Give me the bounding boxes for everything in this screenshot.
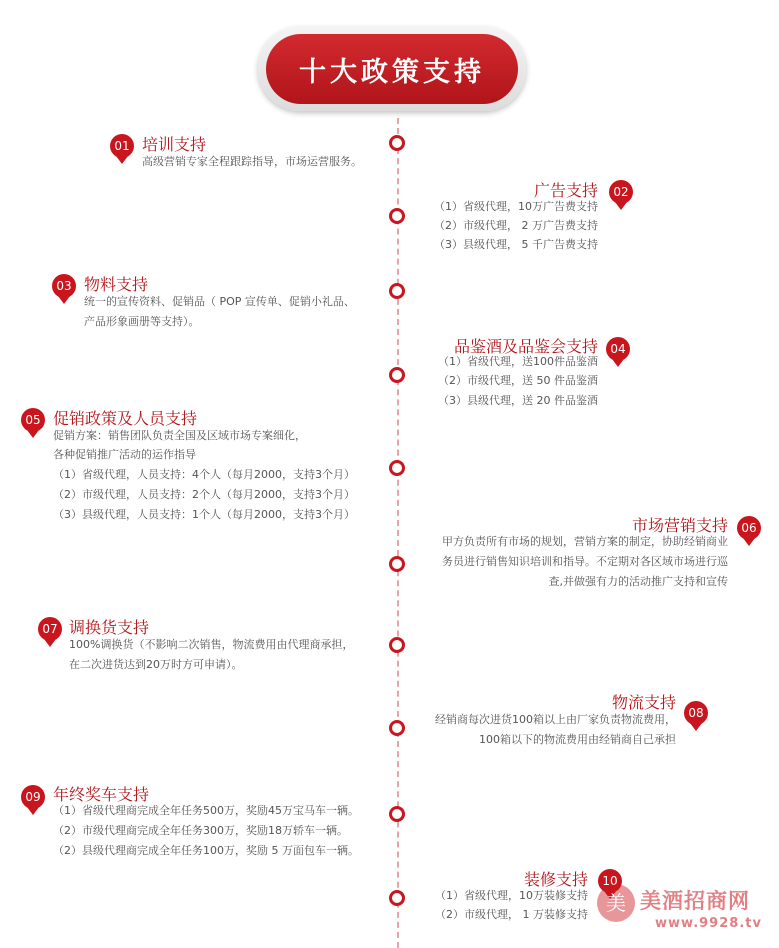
policy-number-badge: 08 <box>684 701 708 725</box>
policy-heading: 品鉴酒及品鉴会支持 <box>453 337 598 356</box>
policy-line: 100%调换货（不影响二次销售，物流费用由代理商承担， <box>69 638 354 651</box>
policy-line: （1）省级代理，人员支持：4个人（每月2000，支持3个月） <box>53 468 355 481</box>
timeline-line <box>397 118 399 948</box>
timeline-node <box>389 460 405 476</box>
watermark-logo: 美 <box>597 884 635 922</box>
policy-line: 100箱以下的物流费用由经销商自己承担 <box>479 733 676 746</box>
policy-line: （3）县级代理， 5 千广告费支持 <box>434 238 598 251</box>
policy-line: （3）县级代理，送 20 件品鉴酒 <box>438 394 598 407</box>
timeline-node <box>389 135 405 151</box>
policy-number-badge: 03 <box>52 274 76 298</box>
policy-number-badge: 10 <box>598 869 622 893</box>
policy-number-badge: 05 <box>21 408 45 432</box>
policy-line: 产品形象画册等支持）。 <box>84 315 200 328</box>
policy-line: （1）省级代理，送100件品鉴酒 <box>438 355 598 368</box>
policy-line: （2）县级代理商完成全年任务100万，奖励 5 万面包车一辆。 <box>53 844 359 857</box>
policy-heading: 促销政策及人员支持 <box>53 409 198 428</box>
watermark-site-name: 美酒招商网 <box>640 889 750 913</box>
policy-number-badge: 07 <box>38 617 62 641</box>
timeline-node <box>389 806 405 822</box>
timeline-node <box>389 208 405 224</box>
policy-heading: 调换货支持 <box>69 618 150 637</box>
policy-line: （1）省级代理商完成全年任务500万，奖励45万宝马车一辆。 <box>53 804 359 817</box>
policy-line: 甲方负责所有市场的规划，营销方案的制定，协助经销商业 <box>442 535 728 548</box>
policy-number-badge: 09 <box>21 785 45 809</box>
policy-line: 务员进行销售知识培训和指导。不定期对各区域市场进行巡 <box>442 555 728 568</box>
timeline-node <box>389 637 405 653</box>
policy-number-badge: 02 <box>609 180 633 204</box>
policy-line: 查,并做强有力的活动推广支持和宣传 <box>548 575 728 588</box>
page-title: 十大政策支持 <box>266 34 518 104</box>
policy-line: 各种促销推广活动的运作指导 <box>53 448 196 461</box>
timeline-node <box>389 720 405 736</box>
policy-heading: 物料支持 <box>84 275 149 294</box>
policy-line: （2）市级代理，人员支持：2个人（每月2000，支持3个月） <box>53 488 355 501</box>
policy-line: （3）县级代理，人员支持：1个人（每月2000，支持3个月） <box>53 508 355 521</box>
policy-number-badge: 04 <box>606 337 630 361</box>
policy-line: （1）省级代理，10万装修支持 <box>435 889 588 902</box>
policy-line: （2）市级代理， 2 万广告费支持 <box>434 219 598 232</box>
policy-number-badge: 06 <box>737 516 761 540</box>
title-banner <box>258 27 526 111</box>
policy-line: 高级营销专家全程跟踪指导，市场运营服务。 <box>142 155 362 168</box>
policy-line: （2）市级代理商完成全年任务300万，奖励18万轿车一辆。 <box>53 824 348 837</box>
policy-line: 在二次进货达到20万时方可申请）。 <box>69 658 243 671</box>
policy-heading: 广告支持 <box>533 181 598 200</box>
policy-number-badge: 01 <box>110 134 134 158</box>
policy-line: （1）省级代理，10万广告费支持 <box>434 200 598 213</box>
policy-heading: 市场营销支持 <box>631 516 728 535</box>
timeline-node <box>389 367 405 383</box>
watermark-url: www.9928.tv <box>655 916 762 931</box>
timeline-node <box>389 890 405 906</box>
policy-heading: 年终奖车支持 <box>53 785 150 804</box>
policy-line: 统一的宣传资料、促销品（ POP 宣传单、促销小礼品、 <box>84 295 355 308</box>
policy-line: （2）市级代理，送 50 件品鉴酒 <box>438 374 598 387</box>
policy-line: 经销商每次进货100箱以上由厂家负责物流费用， <box>435 713 676 726</box>
policy-heading: 装修支持 <box>523 870 588 889</box>
policy-line: （2）市级代理， 1 万装修支持 <box>435 908 588 921</box>
timeline-node <box>389 283 405 299</box>
policy-heading: 物流支持 <box>611 693 676 712</box>
policy-line: 促销方案：销售团队负责全国及区域市场专案细化， <box>53 429 306 442</box>
timeline-node <box>389 556 405 572</box>
policy-heading: 培训支持 <box>142 135 207 154</box>
